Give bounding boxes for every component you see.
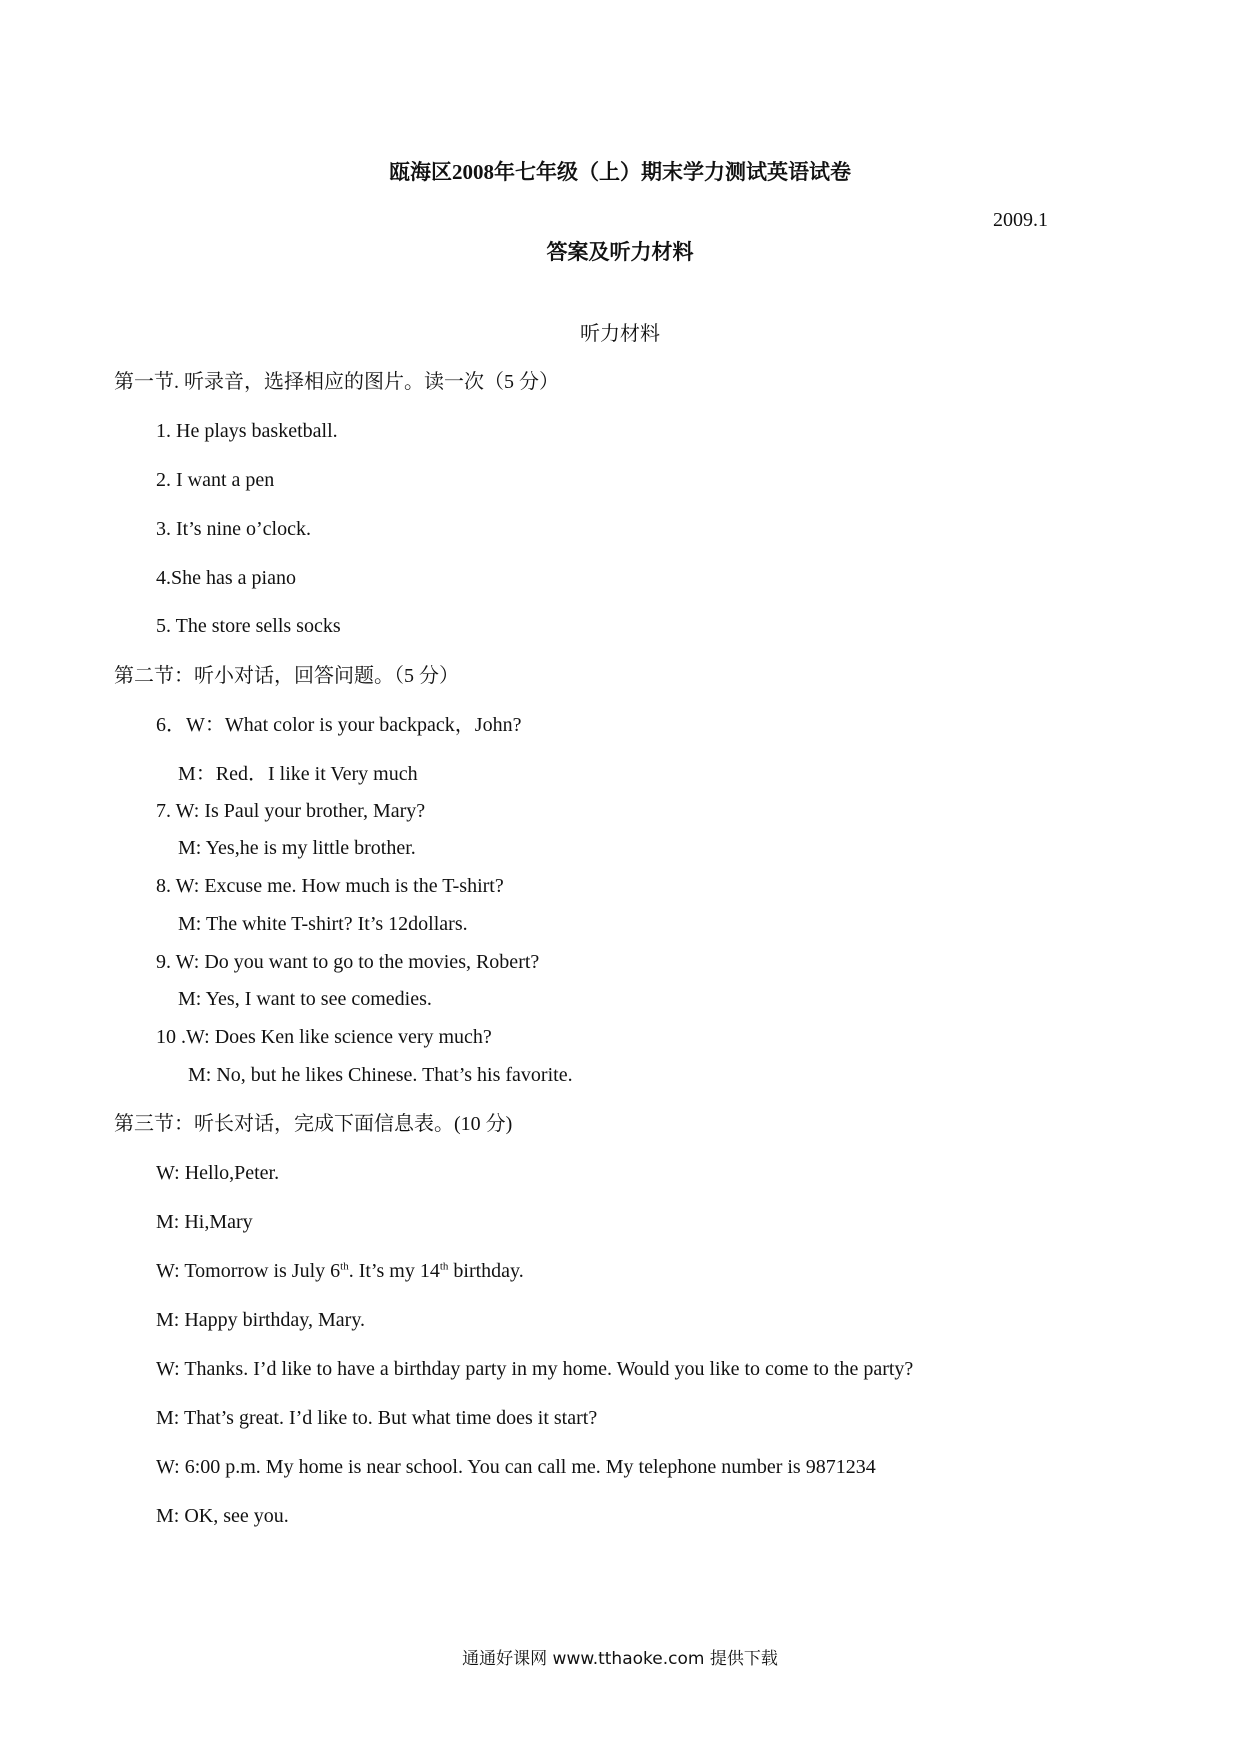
- conversation-line: W: Hello,Peter.: [156, 1162, 280, 1184]
- conversation-line: M: OK, see you.: [156, 1505, 289, 1527]
- conversation-line: M: Hi,Mary: [156, 1211, 253, 1233]
- document-date: 2009.1: [993, 209, 1048, 231]
- part2-heading: 第二节：听小对话，回答问题。（5 分）: [114, 665, 459, 687]
- conversation-line: [156, 1259, 524, 1283]
- part1-heading: 第一节. 听录音，选择相应的图片。读一次（5 分）: [114, 371, 559, 393]
- conversation-line: M: That’s great. I’d like to. But what time does it start?: [156, 1407, 598, 1429]
- dialogue-line: M: Yes,he is my little brother.: [178, 837, 416, 859]
- dialogue-line: M: Yes, I want to see comedies.: [178, 988, 432, 1010]
- part1-item: 4.She has a piano: [156, 567, 296, 589]
- conversation-line: W: 6:00 p.m. My home is near school. You can call me. My telephone number is 9871234: [156, 1456, 876, 1478]
- part1-item: 3. It’s nine o’clock.: [156, 518, 311, 540]
- dialogue-line: M：Red．I like it Very much: [178, 763, 418, 785]
- dialogue-line: M: No, but he likes Chinese. That’s his favorite.: [188, 1064, 573, 1086]
- section-heading: 听力材料: [580, 323, 660, 345]
- part1-item: 5. The store sells socks: [156, 615, 341, 637]
- part1-item: 1. He plays basketball.: [156, 420, 338, 442]
- conversation-text: W: Tomorrow is July 6: [156, 1260, 341, 1282]
- dialogue-line: 6．W：What color is your backpack，John?: [156, 714, 522, 736]
- dialogue-line: M: The white T-shirt? It’s 12dollars.: [178, 913, 468, 935]
- part1-item: 2. I want a pen: [156, 469, 275, 491]
- conversation-text: . It’s my 14: [348, 1260, 440, 1282]
- page-footer: 通通好课网 www.tthaoke.com 提供下载: [462, 1649, 778, 1669]
- document-subtitle: 答案及听力材料: [546, 240, 694, 264]
- dialogue-line: 9. W: Do you want to go to the movies, Robert?: [156, 951, 540, 973]
- conversation-line: W: Thanks. I’d like to have a birthday party in my home. Would you like to come to the party?: [156, 1358, 914, 1380]
- part3-heading: 第三节：听长对话，完成下面信息表。(10 分): [114, 1113, 513, 1135]
- superscript: th: [340, 1260, 349, 1273]
- conversation-line: M: Happy birthday, Mary.: [156, 1309, 366, 1331]
- dialogue-line: 8. W: Excuse me. How much is the T-shirt?: [156, 875, 504, 897]
- dialogue-line: 10 .W: Does Ken like science very much?: [156, 1026, 492, 1048]
- document-title: 瓯海区2008年七年级（上）期末学力测试英语试卷: [389, 160, 851, 184]
- conversation-text: birthday.: [448, 1260, 524, 1282]
- dialogue-line: 7. W: Is Paul your brother, Mary?: [156, 800, 426, 822]
- superscript: th: [439, 1260, 449, 1273]
